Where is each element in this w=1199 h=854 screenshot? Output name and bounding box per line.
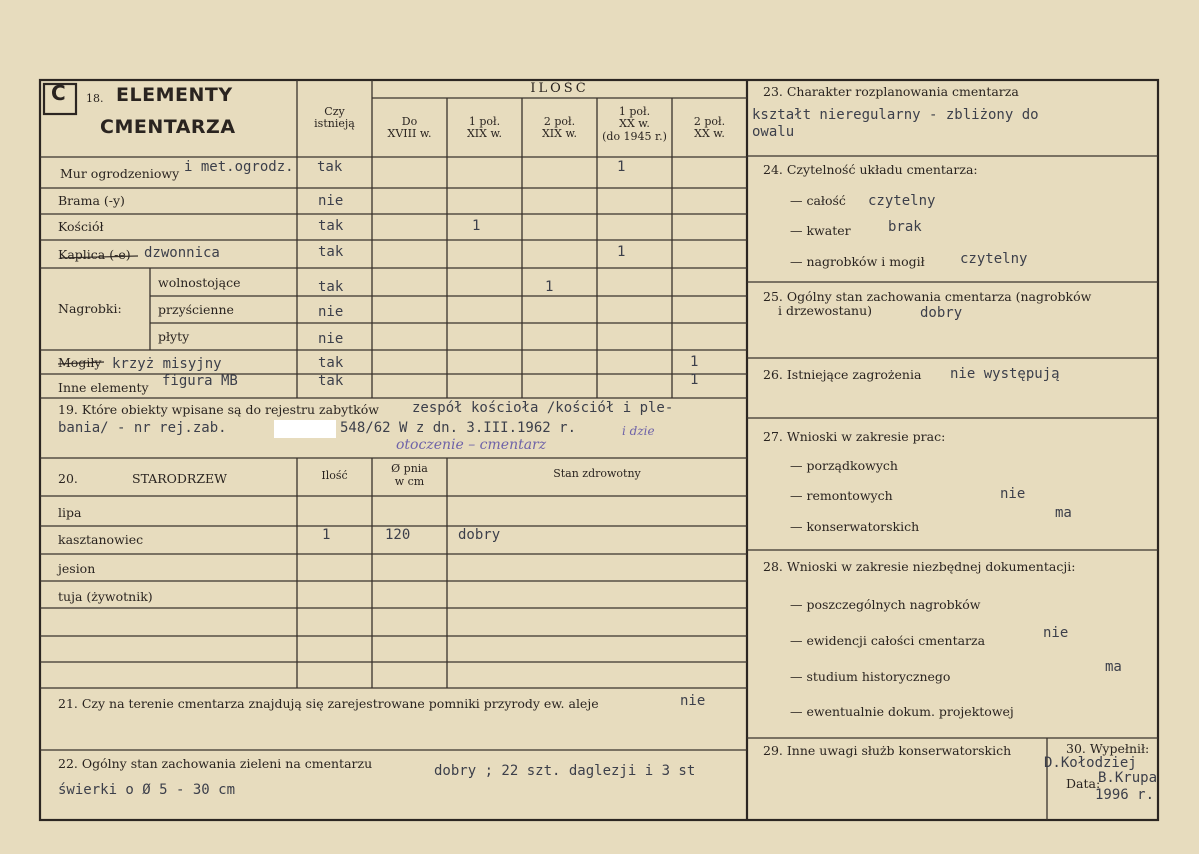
row-inne-count-p5: 1 (690, 372, 699, 388)
section-23-answer-line1: kształt nieregularny - zbliżony do (752, 107, 1039, 123)
section-letter: C (51, 81, 67, 105)
section-24-item-2-value: brak (888, 219, 922, 235)
row-mur-count-p4: 1 (617, 159, 626, 175)
section-21-answer: nie (680, 693, 706, 709)
row-kaplica-count-p4: 1 (617, 244, 626, 260)
row-nagrobki-sub2-exists: nie (318, 304, 344, 320)
section-18-number: 18. (86, 92, 104, 105)
row-nagrobki-sub3-label: płyty (158, 329, 190, 344)
row-nagrobki-label: Nagrobki: (58, 301, 122, 316)
tree-row-2-diameter: 120 (385, 527, 411, 543)
section-29-label: 29. Inne uwagi służb konserwatorskich (763, 743, 1012, 758)
section-19-label: 19. Które obiekty wpisane są do rejestru zabytków (58, 402, 379, 417)
row-nagrobki-sub1-count-p3: 1 (545, 279, 554, 295)
section-28-answer-1: nie (1043, 625, 1069, 641)
row-kaplica-label: Kaplica (-e) (58, 247, 131, 262)
section-30-filled-by-2: B.Krupa (1098, 770, 1158, 786)
section-28-item-1: — poszczególnych nagrobków (790, 597, 981, 612)
row-inne-label: Inne elementy (58, 380, 149, 395)
redaction-box (274, 420, 336, 438)
row-kosciol-exists: tak (318, 218, 344, 234)
section-26-label: 26. Istniejące zagrożenia (763, 367, 922, 382)
col-period-5-line1: 2 poł. (693, 115, 726, 128)
row-brama-label: Brama (-y) (58, 193, 125, 208)
section-28-item-2: — ewidencji całości cmentarza (790, 633, 986, 648)
section-19-handwritten-2: otoczenie – cmentarz (396, 437, 547, 453)
section-27-answer-2: ma (1055, 505, 1072, 521)
row-nagrobki-sub2-label: przyścienne (158, 302, 234, 317)
section-30-date-value: 1996 r. (1095, 787, 1155, 803)
section-22-label: 22. Ogólny stan zachowania zieleni na cmentarzu (58, 756, 373, 771)
section-27-item-1: — porządkowych (790, 458, 898, 473)
row-kosciol-label: Kościół (58, 219, 104, 234)
col-period-1-line1: Do (401, 115, 418, 128)
col-health: Stan zdrowotny (553, 467, 641, 480)
row-inne-note: figura MB (162, 373, 238, 389)
section-23-answer-line2: owalu (752, 124, 795, 140)
section-27-answer-1: nie (1000, 486, 1026, 502)
section-25-answer: dobry (920, 305, 963, 321)
col-period-4-line1: 1 poł. (618, 105, 651, 118)
section-23-label: 23. Charakter rozplanowania cmentarza (763, 84, 1019, 99)
section-19-answer-line2a: bania/ - nr rej.zab. (58, 420, 227, 436)
section-24-label: 24. Czytelność układu cmentarza: (763, 162, 978, 177)
section-20-title: STARODRZEW (132, 471, 227, 486)
section-24-item-1-label: — całość (790, 193, 846, 208)
row-mogily-note: krzyż misyjny (112, 356, 222, 372)
col-period-2-line2: XIX w. (466, 127, 503, 140)
section-25-label-line2: i drzewostanu) (778, 303, 873, 318)
section-30-label: 30. Wypełnił: (1066, 741, 1150, 756)
col-period-3-line2: XIX w. (541, 127, 578, 140)
section-30-date-label: Data: (1066, 776, 1101, 791)
section-22-answer-line2: świerki o Ø 5 - 30 cm (58, 782, 236, 798)
section-18-title-line1: ELEMENTY (116, 84, 233, 106)
section-19-answer-line2b: 548/62 W z dn. 3.III.1962 r. (340, 420, 577, 436)
tree-row-2-health: dobry (458, 527, 501, 543)
row-mogily-label: Mogiły (58, 355, 102, 370)
section-25-label-line1: 25. Ogólny stan zachowania cmentarza (nagrobków (763, 289, 1092, 304)
section-27-label: 27. Wnioski w zakresie prac: (763, 429, 946, 444)
section-28-item-4: — ewentualnie dokum. projektowej (790, 704, 1014, 719)
col-period-1-line2: XVIII w. (387, 127, 432, 140)
col-diameter-line1: Ø pnia (391, 462, 428, 475)
row-kaplica-note: dzwonnica (144, 245, 220, 261)
col-ilosc: ILOŚĆ (530, 81, 589, 96)
row-kosciol-count-p2: 1 (472, 218, 481, 234)
section-24-item-3-label: — nagrobków i mogił (790, 254, 925, 269)
col-czy-line2: istnieją (314, 117, 355, 130)
col-period-5-line2: XX w. (694, 127, 725, 140)
col-diameter-line2: w cm (394, 475, 425, 488)
row-mur-label: Mur ogrodzeniowy (60, 166, 180, 181)
row-mur-exists: tak (317, 159, 343, 175)
section-21-label: 21. Czy na terenie cmentarza znajdują się zarejestrowane pomniki przyrody ew. aleje (58, 696, 599, 711)
tree-row-3-name: jesion (58, 561, 96, 576)
col-ilosc-trees: Ilość (321, 469, 348, 482)
section-28-item-3: — studium historycznego (790, 669, 951, 684)
tree-row-2-count: 1 (322, 527, 331, 543)
tree-row-2-name: kasztanowiec (58, 532, 144, 547)
row-mur-note: i met.ogrodz. (184, 159, 294, 175)
section-19-answer-line1: zespół kościoła /kościół i ple- (412, 400, 674, 416)
col-period-4-line2: XX w. (619, 117, 650, 130)
section-27-item-2: — remontowych (790, 488, 893, 503)
section-26-answer: nie występują (950, 366, 1060, 382)
section-28-label: 28. Wnioski w zakresie niezbędnej dokumentacji: (763, 559, 1076, 574)
col-period-4-line3: (do 1945 r.) (602, 130, 667, 143)
row-nagrobki-sub1-exists: tak (318, 279, 344, 295)
row-nagrobki-sub1-label: wolnostojące (158, 275, 241, 290)
row-nagrobki-sub3-exists: nie (318, 331, 344, 347)
tree-row-4-name: tuja (żywotnik) (58, 589, 153, 604)
row-brama-exists: nie (318, 193, 344, 209)
tree-row-1-name: lipa (58, 505, 82, 520)
section-24-item-3-value: czytelny (960, 251, 1028, 267)
section-19-handwritten-1: i dzie (622, 424, 655, 438)
section-24-item-1-value: czytelny (868, 193, 936, 209)
section-28-answer-2: ma (1105, 659, 1122, 675)
section-27-item-3: — konserwatorskich (790, 519, 920, 534)
section-24-item-2-label: — kwater (790, 223, 851, 238)
row-kaplica-exists: tak (318, 244, 344, 260)
section-22-answer-line1: dobry ; 22 szt. daglezji i 3 st (434, 764, 696, 778)
section-30-filled-by-1: D.Kołodziej (1044, 755, 1137, 771)
col-czy-line1: Czy (324, 105, 345, 118)
row-inne-exists: tak (318, 373, 344, 389)
col-period-3-line1: 2 poł. (543, 115, 576, 128)
section-18-title-line2: CMENTARZA (100, 116, 236, 138)
section-20-number: 20. (58, 471, 78, 486)
row-mogily-count-p5: 1 (690, 354, 699, 370)
row-mogily-exists: tak (318, 355, 344, 371)
col-period-2-line1: 1 poł. (468, 115, 501, 128)
